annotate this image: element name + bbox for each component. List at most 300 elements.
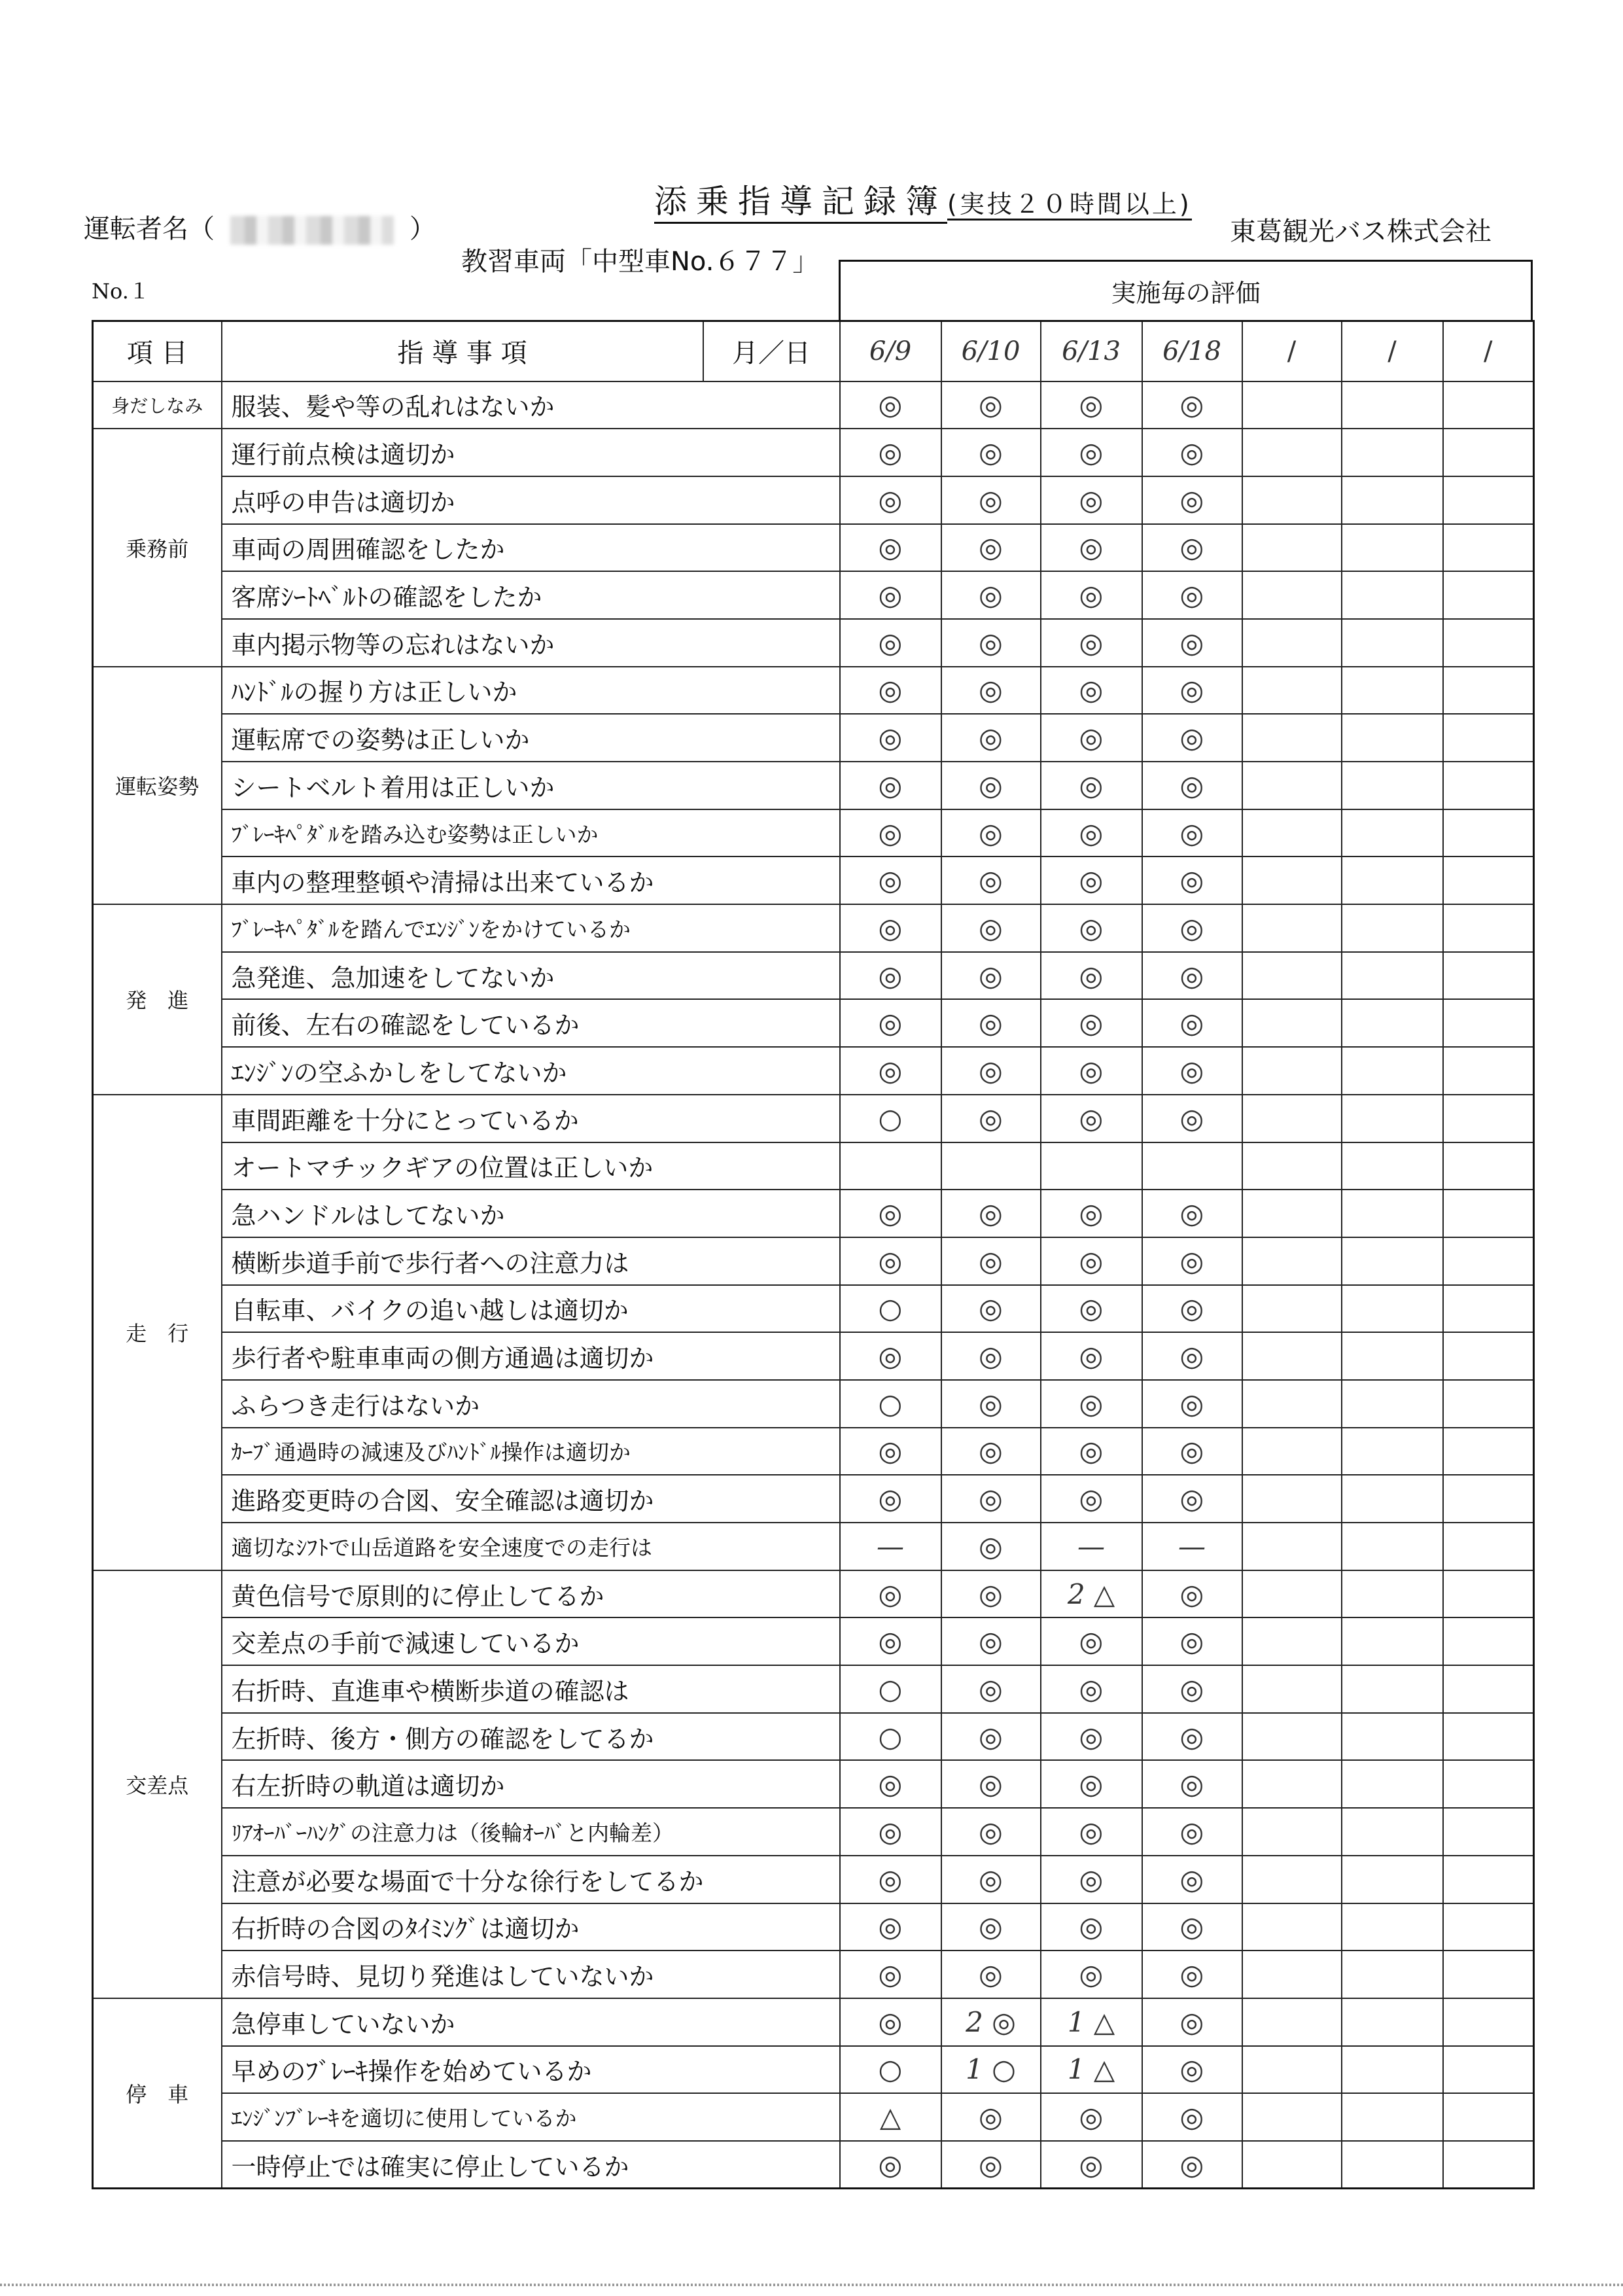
- evaluation-mark: ◎: [840, 1332, 941, 1380]
- evaluation-mark: [1242, 2141, 1342, 2189]
- evaluation-mark: [1242, 1285, 1342, 1333]
- evaluation-mark: ◎: [1142, 2093, 1242, 2141]
- evaluation-mark: ◎: [840, 1617, 941, 1665]
- evaluation-mark: ◎: [1142, 1903, 1242, 1951]
- item-text: ふらつき走行はないか: [222, 1380, 840, 1428]
- evaluation-mark: [1242, 1856, 1342, 1903]
- evaluation-mark: ◎: [1142, 1570, 1242, 1618]
- evaluation-mark: [1443, 762, 1534, 809]
- evaluation-mark: [1342, 2141, 1443, 2189]
- evaluation-mark: ◎: [941, 381, 1041, 429]
- evaluation-mark: [1342, 1095, 1443, 1142]
- table-row: [93, 476, 1534, 524]
- evaluation-mark: [1242, 1998, 1342, 2046]
- evaluation-mark: ◎: [840, 1951, 941, 1998]
- item-text: 注意が必要な場面で十分な徐行をしてるか: [222, 1856, 840, 1903]
- table-row: [93, 1713, 1534, 1761]
- scan-edge: [0, 2284, 1623, 2286]
- evaluation-mark: ◎: [941, 429, 1041, 476]
- evaluation-mark: ○: [840, 1713, 941, 1761]
- header-item: 指 導 事 項: [222, 321, 703, 381]
- driver-label: 運転者名（: [84, 214, 215, 244]
- evaluation-mark: [1342, 1951, 1443, 1998]
- evaluation-mark: ◎: [840, 1190, 941, 1237]
- item-text: 前後、左右の確認をしているか: [222, 999, 840, 1047]
- evaluation-mark: ◎: [1041, 904, 1142, 952]
- evaluation-mark: [1342, 1617, 1443, 1665]
- evaluation-mark: ◎: [1041, 524, 1142, 572]
- table-row: [93, 1903, 1534, 1951]
- evaluation-mark: ◎: [1142, 714, 1242, 762]
- evaluation-mark: [1342, 1903, 1443, 1951]
- evaluation-mark: ◎: [1142, 619, 1242, 667]
- date-cell: 6/10: [941, 321, 1041, 381]
- evaluation-mark: [1342, 1856, 1443, 1903]
- evaluation-mark: ◎: [941, 667, 1041, 715]
- training-vehicle: 教習車両「中型車No.６７７」: [461, 247, 819, 277]
- evaluation-mark: ◎: [840, 952, 941, 1000]
- evaluation-mark: ◎: [941, 2093, 1041, 2141]
- table-row: [93, 857, 1534, 904]
- evaluation-mark: ◎: [1041, 999, 1142, 1047]
- evaluation-mark: ◎: [1142, 1095, 1242, 1142]
- evaluation-mark: ◎: [1142, 952, 1242, 1000]
- evaluation-mark: [941, 1142, 1041, 1190]
- item-text: ｴﾝｼﾞﾝの空ふかしをしてないか: [222, 1047, 840, 1095]
- date-cell: 6/18: [1142, 321, 1242, 381]
- evaluation-mark: ◎: [840, 429, 941, 476]
- evaluation-mark: ◎: [941, 1190, 1041, 1237]
- evaluation-mark: ◎: [941, 1237, 1041, 1285]
- evaluation-mark: [1342, 809, 1443, 857]
- evaluation-mark: ◎: [840, 524, 941, 572]
- item-text: 適切なｼﾌﾄで山岳道路を安全速度での走行は: [222, 1523, 840, 1570]
- evaluation-mark: [1443, 524, 1534, 572]
- evaluation-mark: [1142, 1142, 1242, 1190]
- evaluation-mark: [1342, 1428, 1443, 1475]
- evaluation-mark: ◎: [840, 667, 941, 715]
- evaluation-mark: ◎: [1142, 1951, 1242, 1998]
- evaluation-mark: [1242, 2093, 1342, 2141]
- item-text: オートマチックギアの位置は正しいか: [222, 1142, 840, 1190]
- evaluation-mark: ◎: [1142, 809, 1242, 857]
- category-cell: 交差点: [93, 1570, 222, 1998]
- evaluation-mark: ○: [840, 2046, 941, 2094]
- evaluation-mark: [1443, 1095, 1534, 1142]
- evaluation-mark: ◎: [1041, 1760, 1142, 1808]
- evaluation-mark: [1342, 762, 1443, 809]
- item-text: ｶｰﾌﾞ通過時の減速及びﾊﾝﾄﾞﾙ操作は適切か: [222, 1428, 840, 1475]
- category-cell: 身だしなみ: [93, 381, 222, 429]
- evaluation-mark: ○: [840, 1285, 941, 1333]
- evaluation-mark: ◎: [941, 524, 1041, 572]
- evaluation-mark: [1443, 667, 1534, 715]
- evaluation-mark: [1342, 2093, 1443, 2141]
- evaluation-mark: [1242, 1665, 1342, 1713]
- evaluation-mark: [1242, 571, 1342, 619]
- evaluation-mark: [1242, 1190, 1342, 1237]
- evaluation-mark: ◎: [941, 762, 1041, 809]
- evaluation-mark: ◎: [941, 1428, 1041, 1475]
- evaluation-mark: ◎: [1142, 1665, 1242, 1713]
- evaluation-mark: ◎: [1041, 1617, 1142, 1665]
- evaluation-mark: [1443, 1285, 1534, 1333]
- evaluation-mark: ◎: [1041, 1856, 1142, 1903]
- table-row: [93, 667, 1534, 715]
- evaluation-mark: [1443, 1998, 1534, 2046]
- table-row: [93, 2141, 1534, 2189]
- evaluation-mark: ◎: [1041, 1285, 1142, 1333]
- evaluation-mark: ◎: [840, 1570, 941, 1618]
- evaluation-mark: [1242, 1475, 1342, 1523]
- evaluation-mark: [1242, 381, 1342, 429]
- item-text: 横断歩道手前で歩行者への注意力は: [222, 1237, 840, 1285]
- evaluation-mark: [1342, 1237, 1443, 1285]
- evaluation-mark: [1242, 1760, 1342, 1808]
- evaluation-mark: [1342, 524, 1443, 572]
- instruction-record-table: [92, 320, 1535, 2189]
- evaluation-mark: ◎: [941, 476, 1041, 524]
- evaluation-mark: ◎: [1142, 1047, 1242, 1095]
- evaluation-mark: [1041, 1142, 1142, 1190]
- evaluation-mark: [1342, 1332, 1443, 1380]
- evaluation-mark: [1242, 1428, 1342, 1475]
- evaluation-mark: [1342, 1665, 1443, 1713]
- evaluation-mark: ◎: [1142, 667, 1242, 715]
- evaluation-mark: ○: [840, 1665, 941, 1713]
- evaluation-mark: ◎: [840, 381, 941, 429]
- evaluation-mark: ◎: [1041, 1475, 1142, 1523]
- evaluation-mark: [1342, 999, 1443, 1047]
- evaluation-mark: [1342, 1760, 1443, 1808]
- table-row: [93, 714, 1534, 762]
- item-text: 自転車、バイクの追い越しは適切か: [222, 1285, 840, 1333]
- page-number: No.１: [92, 279, 150, 304]
- evaluation-mark: [1443, 429, 1534, 476]
- table-row: [93, 619, 1534, 667]
- item-text: 右左折時の軌道は適切か: [222, 1760, 840, 1808]
- driver-close: ）: [410, 214, 436, 244]
- evaluation-mark: ◎: [1041, 1665, 1142, 1713]
- item-text: 早めのﾌﾞﾚｰｷ操作を始めているか: [222, 2046, 840, 2094]
- table-row: [93, 1095, 1534, 1142]
- evaluation-mark: [1342, 1713, 1443, 1761]
- evaluation-mark: [1242, 619, 1342, 667]
- evaluation-mark: [1242, 2046, 1342, 2094]
- table-row: [93, 1142, 1534, 1190]
- evaluation-mark: ◎: [941, 714, 1041, 762]
- evaluation-mark: ◎: [1142, 1428, 1242, 1475]
- evaluation-mark: ◎: [840, 762, 941, 809]
- evaluation-mark: [1242, 857, 1342, 904]
- table-row: [93, 1190, 1534, 1237]
- evaluation-mark: [1443, 1808, 1534, 1856]
- evaluation-mark: ◎: [1041, 1332, 1142, 1380]
- evaluation-mark: [1342, 1475, 1443, 1523]
- item-text: 運転席での姿勢は正しいか: [222, 714, 840, 762]
- evaluation-mark: [1342, 381, 1443, 429]
- evaluation-mark: ◎: [1142, 1760, 1242, 1808]
- evaluation-mark: ◎: [840, 1475, 941, 1523]
- evaluation-mark: [1342, 1998, 1443, 2046]
- evaluation-mark: [1342, 1380, 1443, 1428]
- evaluation-mark: [1342, 1285, 1443, 1333]
- evaluation-mark: [1342, 857, 1443, 904]
- evaluation-mark: ◎: [1142, 524, 1242, 572]
- category-cell: 停 車: [93, 1998, 222, 2189]
- item-text: 右折時の合図のﾀｲﾐﾝｸﾞは適切か: [222, 1903, 840, 1951]
- evaluation-mark: [1443, 1617, 1534, 1665]
- item-text: ﾘｱｵｰﾊﾞｰﾊﾝｸﾞの注意力は（後輪ｵｰﾊﾞと内輪差）: [222, 1808, 840, 1856]
- evaluation-mark: ◎: [941, 857, 1041, 904]
- evaluation-mark: ◎: [1041, 476, 1142, 524]
- evaluation-mark: ◎: [941, 1523, 1041, 1570]
- item-text: ﾌﾞﾚｰｷﾍﾟﾀﾞﾙを踏んでｴﾝｼﾞﾝをかけているか: [222, 904, 840, 952]
- evaluation-mark: ◎: [1142, 762, 1242, 809]
- evaluation-mark: [840, 1142, 941, 1190]
- evaluation-mark: [1443, 571, 1534, 619]
- evaluation-mark: [1443, 2093, 1534, 2141]
- evaluation-mark: [1443, 999, 1534, 1047]
- evaluation-mark: [1342, 1808, 1443, 1856]
- evaluation-mark: [1242, 1047, 1342, 1095]
- date-cell: /: [1443, 321, 1534, 381]
- table-row: [93, 1808, 1534, 1856]
- evaluation-mark: ◎: [1142, 857, 1242, 904]
- evaluation-mark: [1443, 904, 1534, 952]
- date-cell: /: [1342, 321, 1443, 381]
- evaluation-mark: [1443, 1903, 1534, 1951]
- table-row: [93, 1665, 1534, 1713]
- evaluation-mark: ◎: [1142, 476, 1242, 524]
- category-cell: 乗務前: [93, 429, 222, 666]
- evaluation-mark: ◎: [840, 2141, 941, 2189]
- evaluation-mark: [1242, 1903, 1342, 1951]
- evaluation-mark: ◎: [1041, 619, 1142, 667]
- evaluation-mark: ◎: [1142, 571, 1242, 619]
- evaluation-mark: [1242, 524, 1342, 572]
- item-text: 急ハンドルはしてないか: [222, 1190, 840, 1237]
- item-text: 左折時、後方・側方の確認をしてるか: [222, 1713, 840, 1761]
- evaluation-mark: ◎: [1142, 904, 1242, 952]
- evaluation-mark: ◎: [1041, 1380, 1142, 1428]
- evaluation-mark: [1242, 1237, 1342, 1285]
- evaluation-mark: ◎: [1041, 2093, 1142, 2141]
- item-text: 急停車していないか: [222, 1998, 840, 2046]
- table-row: [93, 1760, 1534, 1808]
- table-row: [93, 1475, 1534, 1523]
- driver-name-field: [84, 208, 436, 245]
- item-text: ｴﾝｼﾞﾝﾌﾞﾚｰｷを適切に使用しているか: [222, 2093, 840, 2141]
- item-text: 右折時、直進車や横断歩道の確認は: [222, 1665, 840, 1713]
- evaluation-mark: [1242, 429, 1342, 476]
- evaluation-mark: ◎: [941, 1713, 1041, 1761]
- evaluation-mark: [1443, 476, 1534, 524]
- evaluation-mark: [1342, 1142, 1443, 1190]
- table-row: [93, 429, 1534, 476]
- table-row: [93, 1523, 1534, 1570]
- item-text: 黄色信号で原則的に停止してるか: [222, 1570, 840, 1618]
- header-category: 項 目: [93, 321, 222, 381]
- evaluation-mark: [1342, 1047, 1443, 1095]
- evaluation-mark: ◎: [941, 571, 1041, 619]
- evaluation-mark: △: [840, 2093, 941, 2141]
- date-cell: /: [1242, 321, 1342, 381]
- evaluation-mark: [1342, 667, 1443, 715]
- evaluation-mark: ◎: [941, 904, 1041, 952]
- evaluation-mark: [1443, 809, 1534, 857]
- evaluation-mark: ◎: [941, 1903, 1041, 1951]
- evaluation-mark: ◎: [941, 809, 1041, 857]
- item-text: ﾌﾞﾚｰｷﾍﾟﾀﾞﾙを踏み込む姿勢は正しいか: [222, 809, 840, 857]
- evaluation-mark: [1443, 952, 1534, 1000]
- evaluation-mark: ◎: [1142, 2141, 1242, 2189]
- item-text: 車内掲示物等の忘れはないか: [222, 619, 840, 667]
- evaluation-mark: ◎: [1142, 381, 1242, 429]
- item-text: 車間距離を十分にとっているか: [222, 1095, 840, 1142]
- evaluation-mark: [1242, 714, 1342, 762]
- evaluation-mark: [1342, 1190, 1443, 1237]
- evaluation-mark: ◎: [1041, 381, 1142, 429]
- evaluation-mark: ◎: [1041, 1095, 1142, 1142]
- evaluation-mark: [1443, 1856, 1534, 1903]
- table-row: [93, 1047, 1534, 1095]
- evaluation-mark: ◎: [1142, 1713, 1242, 1761]
- evaluation-mark: [1242, 1380, 1342, 1428]
- evaluation-mark: [1443, 1570, 1534, 1618]
- evaluation-mark: [1242, 1617, 1342, 1665]
- evaluation-mark: ◎: [941, 1047, 1041, 1095]
- evaluation-mark: [1242, 1095, 1342, 1142]
- table-row: [93, 904, 1534, 952]
- item-text: 進路変更時の合図、安全確認は適切か: [222, 1475, 840, 1523]
- evaluation-mark: [1443, 1332, 1534, 1380]
- evaluation-mark: ◎: [840, 1808, 941, 1856]
- evaluation-mark: [1443, 1951, 1534, 1998]
- item-text: 服装、髪や等の乱れはないか: [222, 381, 840, 429]
- evaluation-mark: [1443, 1428, 1534, 1475]
- item-text: 車内の整理整頓や清掃は出来ているか: [222, 857, 840, 904]
- evaluation-mark: ◎: [840, 714, 941, 762]
- table-row: [93, 524, 1534, 572]
- evaluation-mark: ◎: [941, 1951, 1041, 1998]
- evaluation-mark: ◎: [1041, 1428, 1142, 1475]
- item-text: 一時停止では確実に停止しているか: [222, 2141, 840, 2189]
- item-text: 急発進、急加速をしてないか: [222, 952, 840, 1000]
- evaluation-mark: ◎: [1041, 1713, 1142, 1761]
- evaluation-mark: 1 △: [1041, 2046, 1142, 2094]
- evaluation-mark: ◎: [840, 1760, 941, 1808]
- table-row: [93, 381, 1534, 429]
- evaluation-header: 実施毎の評価: [839, 260, 1533, 320]
- evaluation-mark: ◎: [840, 1428, 941, 1475]
- evaluation-mark: [1443, 1237, 1534, 1285]
- evaluation-mark: [1242, 1142, 1342, 1190]
- evaluation-mark: ◎: [941, 1808, 1041, 1856]
- evaluation-mark: ◎: [1142, 1475, 1242, 1523]
- evaluation-mark: ◎: [941, 1475, 1041, 1523]
- table-row: [93, 1237, 1534, 1285]
- evaluation-mark: ◎: [840, 857, 941, 904]
- evaluation-mark: ◎: [1041, 1903, 1142, 1951]
- evaluation-mark: ◎: [1041, 667, 1142, 715]
- evaluation-mark: [1443, 2046, 1534, 2094]
- item-text: シートベルト着用は正しいか: [222, 762, 840, 809]
- item-text: 赤信号時、見切り発進はしていないか: [222, 1951, 840, 1998]
- evaluation-mark: [1242, 667, 1342, 715]
- table-row: [93, 1570, 1534, 1618]
- evaluation-mark: [1342, 429, 1443, 476]
- evaluation-mark: ◎: [941, 1665, 1041, 1713]
- evaluation-mark: ◎: [1041, 1190, 1142, 1237]
- item-text: 歩行者や駐車車両の側方通過は適切か: [222, 1332, 840, 1380]
- evaluation-mark: ◎: [840, 1237, 941, 1285]
- table-row: [93, 1951, 1534, 1998]
- evaluation-mark: ◎: [1142, 1190, 1242, 1237]
- evaluation-mark: [1443, 381, 1534, 429]
- evaluation-mark: ◎: [840, 1998, 941, 2046]
- evaluation-mark: ◎: [1142, 1998, 1242, 2046]
- evaluation-mark: ◎: [840, 476, 941, 524]
- evaluation-mark: [1443, 1047, 1534, 1095]
- evaluation-mark: [1342, 714, 1443, 762]
- evaluation-mark: ◎: [1142, 1237, 1242, 1285]
- evaluation-mark: ◎: [1142, 1380, 1242, 1428]
- form-title: [654, 175, 1192, 222]
- category-cell: 運転姿勢: [93, 667, 222, 904]
- table-row: [93, 952, 1534, 1000]
- evaluation-mark: ◎: [1041, 762, 1142, 809]
- item-text: 運行前点検は適切か: [222, 429, 840, 476]
- evaluation-mark: ○: [840, 1095, 941, 1142]
- table-row: [93, 762, 1534, 809]
- evaluation-mark: [1342, 904, 1443, 952]
- company-name: 東葛観光バス株式会社: [1230, 217, 1492, 247]
- evaluation-mark: [1242, 904, 1342, 952]
- category-cell: 走 行: [93, 1095, 222, 1570]
- evaluation-mark: [1242, 1808, 1342, 1856]
- header-date: 月／日: [703, 321, 840, 381]
- table-row: [93, 1332, 1534, 1380]
- evaluation-mark: ◎: [1142, 1285, 1242, 1333]
- redacted-name: [230, 216, 394, 245]
- evaluation-mark: ◎: [840, 1856, 941, 1903]
- evaluation-mark: ◎: [1142, 429, 1242, 476]
- table-row: [93, 1617, 1534, 1665]
- evaluation-mark: ◎: [941, 2141, 1041, 2189]
- evaluation-mark: ◎: [941, 1380, 1041, 1428]
- evaluation-mark: ◎: [1142, 1808, 1242, 1856]
- evaluation-mark: ◎: [941, 1095, 1041, 1142]
- evaluation-mark: [1242, 1570, 1342, 1618]
- evaluation-mark: ◎: [1041, 809, 1142, 857]
- evaluation-mark: [1242, 809, 1342, 857]
- evaluation-mark: ◎: [1041, 1808, 1142, 1856]
- table-header-row: [93, 321, 1534, 381]
- evaluation-mark: [1242, 1332, 1342, 1380]
- evaluation-mark: ◎: [1142, 1332, 1242, 1380]
- evaluation-mark: [1443, 1142, 1534, 1190]
- evaluation-mark: [1443, 1523, 1534, 1570]
- evaluation-mark: ◎: [1142, 999, 1242, 1047]
- evaluation-mark: [1242, 952, 1342, 1000]
- evaluation-mark: ○: [840, 1380, 941, 1428]
- evaluation-mark: [1242, 1951, 1342, 1998]
- title-text: 添乗指導記録簿: [654, 183, 947, 224]
- evaluation-mark: ◎: [1041, 1047, 1142, 1095]
- item-text: 客席ｼｰﾄﾍﾞﾙﾄの確認をしたか: [222, 571, 840, 619]
- item-text: ﾊﾝﾄﾞﾙの握り方は正しいか: [222, 667, 840, 715]
